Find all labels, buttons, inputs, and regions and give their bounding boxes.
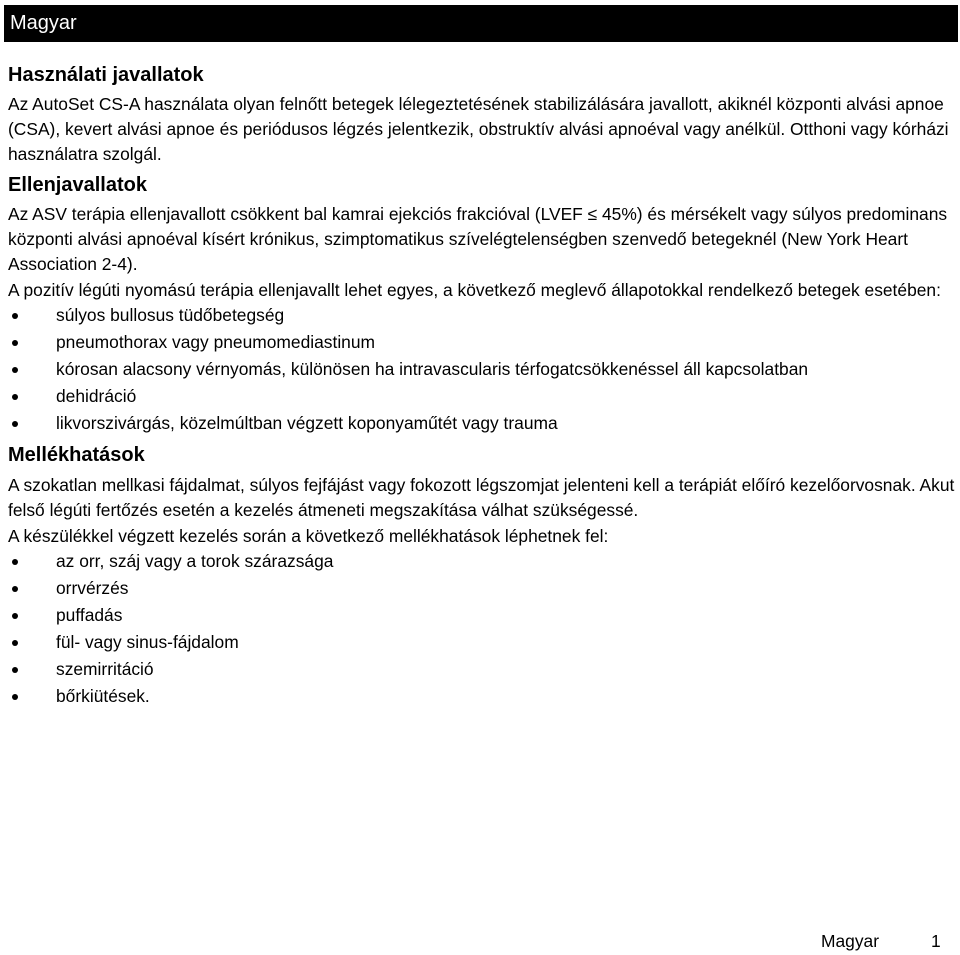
side-effects-paragraph-2: A készülékkel végzett kezelés során a következő mellékhatások léphetnek fel: [8, 526, 609, 546]
contraindications-list [8, 303, 956, 436]
list-item: orrvérzés [8, 576, 956, 601]
indications-heading: Használati javallatok [8, 64, 204, 86]
contraindications-heading: Ellenjavallatok [8, 174, 147, 196]
side-effects-list [8, 549, 956, 709]
bullet-icon [12, 667, 18, 673]
list-item: súlyos bullosus tüdőbetegség [8, 303, 956, 328]
bullet-icon [12, 367, 18, 373]
bullet-icon [12, 421, 18, 427]
header-language-label: Magyar [10, 12, 77, 34]
contraindications-paragraph-1: Az ASV terápia ellenjavallott csökkent bal kamrai ejekciós frakcióval (LVEF ≤ 45%) és mérsékelt vagy súlyos predominans központi alvási apnoéval kísért krónikus, szimptomatikus szívelégtelenségben szenvedő betegeknél (New York Heart Association 2-4). [8, 204, 948, 274]
page-content [8, 55, 956, 711]
page-number: 1 [931, 931, 941, 951]
bullet-icon [12, 394, 18, 400]
contraindications-paragraph-2: A pozitív légúti nyomású terápia ellenjavallt lehet egyes, a következő meglevő állapotokkal rendelkező betegek esetében: [8, 280, 941, 300]
page-footer [0, 928, 960, 954]
list-item: likvorszivárgás, közelmúltban végzett koponyaműtét vagy trauma [8, 411, 956, 436]
list-item: szemirritáció [8, 657, 956, 682]
list-item: kórosan alacsony vérnyomás, különösen ha intravascularis térfogatcsökkenéssel áll kapcsolatban [8, 357, 956, 382]
bullet-icon [12, 613, 18, 619]
side-effects-heading: Mellékhatások [8, 444, 145, 466]
list-item: az orr, száj vagy a torok szárazsága [8, 549, 956, 574]
bullet-icon [12, 694, 18, 700]
bullet-icon [12, 559, 18, 565]
list-item: dehidráció [8, 384, 956, 409]
language-header-bar [4, 5, 958, 42]
bullet-icon [12, 340, 18, 346]
footer-language-label: Magyar [821, 931, 879, 951]
side-effects-paragraph-1: A szokatlan mellkasi fájdalmat, súlyos fejfájást vagy fokozott légszomjat jelenteni kell a terápiát előíró kezelőorvosnak. Akut felső légúti fertőzés esetén a kezelés átmeneti megszakítása válhat szükségessé. [8, 475, 955, 520]
list-item: pneumothorax vagy pneumomediastinum [8, 330, 956, 355]
list-item: fül- vagy sinus-fájdalom [8, 630, 956, 655]
list-item: bőrkiütések. [8, 684, 956, 709]
bullet-icon [12, 640, 18, 646]
list-item: puffadás [8, 603, 956, 628]
bullet-icon [12, 586, 18, 592]
indications-paragraph: Az AutoSet CS-A használata olyan felnőtt betegek lélegeztetésének stabilizálására javallott, akiknél központi alvási apnoe (CSA), kevert alvási apnoe és periódusos légzés jelentkezik, obstruktív alvási apnoéval vagy anélkül. Otthoni vagy kórházi használatra szolgál. [8, 94, 949, 164]
bullet-icon [12, 313, 18, 319]
